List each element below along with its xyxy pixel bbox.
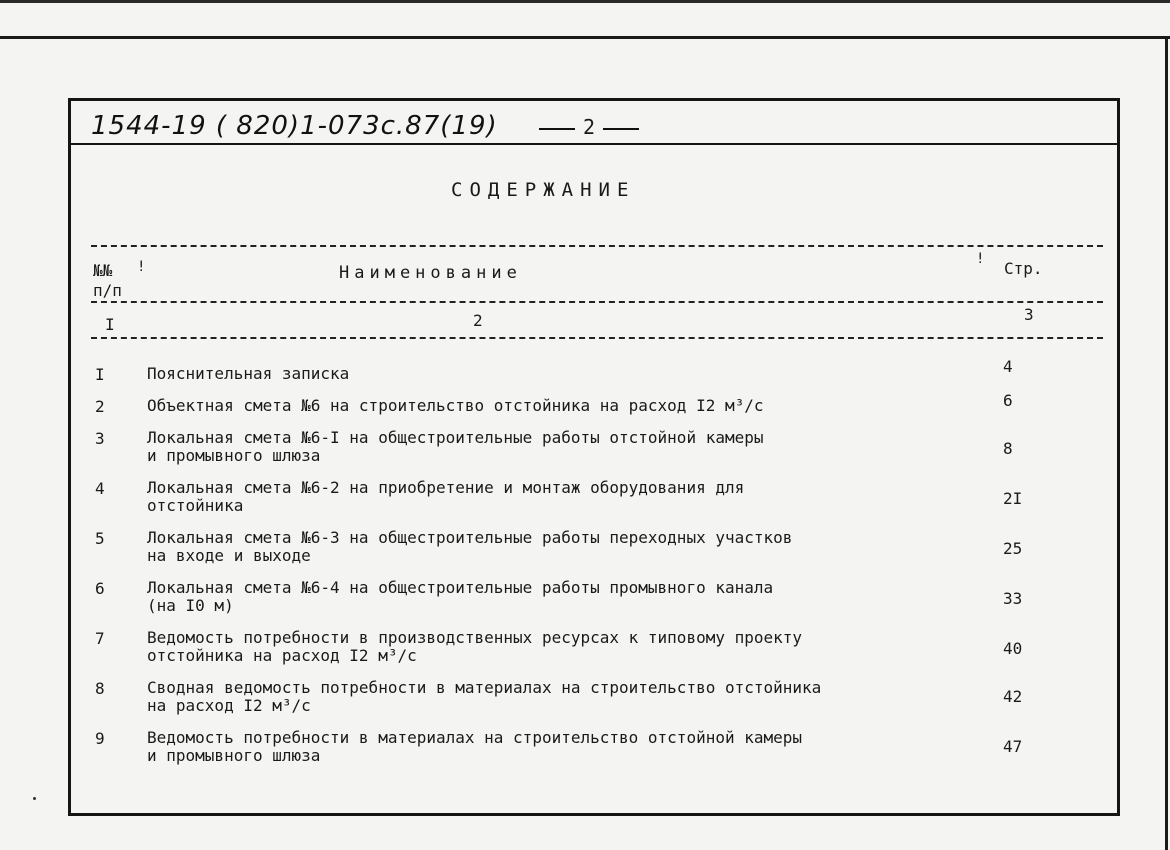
row-title: Сводная ведомость потребности в материалах на строительство отстойника на расход I2 м³/с <box>147 678 822 715</box>
row-title: Локальная смета №6-3 на общестроительные работы переходных участков на входе и выходе <box>147 528 793 565</box>
scan-edge-top <box>0 0 1170 3</box>
column-number-1: I <box>105 315 115 334</box>
row-title: Локальная смета №6-4 на общестроительные работы промывного канала (на I0 м) <box>147 578 774 615</box>
column-number-3: 3 <box>1024 305 1034 324</box>
header-number-line: п/п <box>93 281 122 300</box>
row-title: Ведомость потребности в производственных ресурсах к типовому проекту отстойника на расход I2 м³/с <box>147 628 803 665</box>
row-page: 2I <box>1003 489 1023 508</box>
row-number: I <box>95 365 105 384</box>
row-page: 8 <box>1003 439 1013 458</box>
column-number-2: 2 <box>473 311 483 330</box>
row-number: 9 <box>95 729 105 748</box>
row-page: 4 <box>1003 357 1013 376</box>
row-number: 4 <box>95 479 105 498</box>
header-page: Стр. <box>1004 259 1043 278</box>
row-page: 6 <box>1003 391 1013 410</box>
row-number: 6 <box>95 579 105 598</box>
document-frame <box>68 98 1120 816</box>
header-bottom-rule <box>91 301 1103 303</box>
row-page: 33 <box>1003 589 1023 608</box>
row-page: 25 <box>1003 539 1023 558</box>
page-title: СОДЕРЖАНИЕ <box>451 179 636 201</box>
row-title: Объектная смета №6 на строительство отстойника на расход I2 м³/с <box>147 396 764 415</box>
header-number-text <box>93 261 122 300</box>
header-divider <box>71 143 1117 145</box>
row-number: 2 <box>95 397 105 416</box>
row-number: 7 <box>95 629 105 648</box>
dash-right <box>603 128 639 130</box>
header-number-line: №№ <box>93 261 113 280</box>
row-page: 40 <box>1003 639 1023 658</box>
row-title: Ведомость потребности в материалах на строительство отстойной камеры и промывного шлюза <box>147 728 803 765</box>
page-number-value: 2 <box>583 115 596 139</box>
row-number: 5 <box>95 529 105 548</box>
table-top-rule <box>91 245 1103 247</box>
scan-edge-line <box>0 36 1170 39</box>
column-numbers-rule <box>91 337 1103 339</box>
column-tick: ! <box>137 259 146 275</box>
row-title: Локальная смета №6-I на общестроительные работы отстойной камеры и промывного шлюза <box>147 428 764 465</box>
scan-edge-right <box>1165 36 1168 850</box>
row-page: 47 <box>1003 737 1023 756</box>
row-number: 3 <box>95 429 105 448</box>
document-code: 1544-19 ( 820)1-073с.87(19) <box>91 111 498 141</box>
column-tick: ! <box>976 251 985 267</box>
row-title: Пояснительная записка <box>147 364 350 383</box>
header-number <box>93 261 122 301</box>
row-number: 8 <box>95 679 105 698</box>
dash-left <box>539 128 575 130</box>
page-number <box>531 115 647 139</box>
scan-speck <box>33 797 36 800</box>
header-name: Наименование <box>339 263 522 283</box>
row-page: 42 <box>1003 687 1023 706</box>
row-title: Локальная смета №6-2 на приобретение и монтаж оборудования для отстойника <box>147 478 745 515</box>
